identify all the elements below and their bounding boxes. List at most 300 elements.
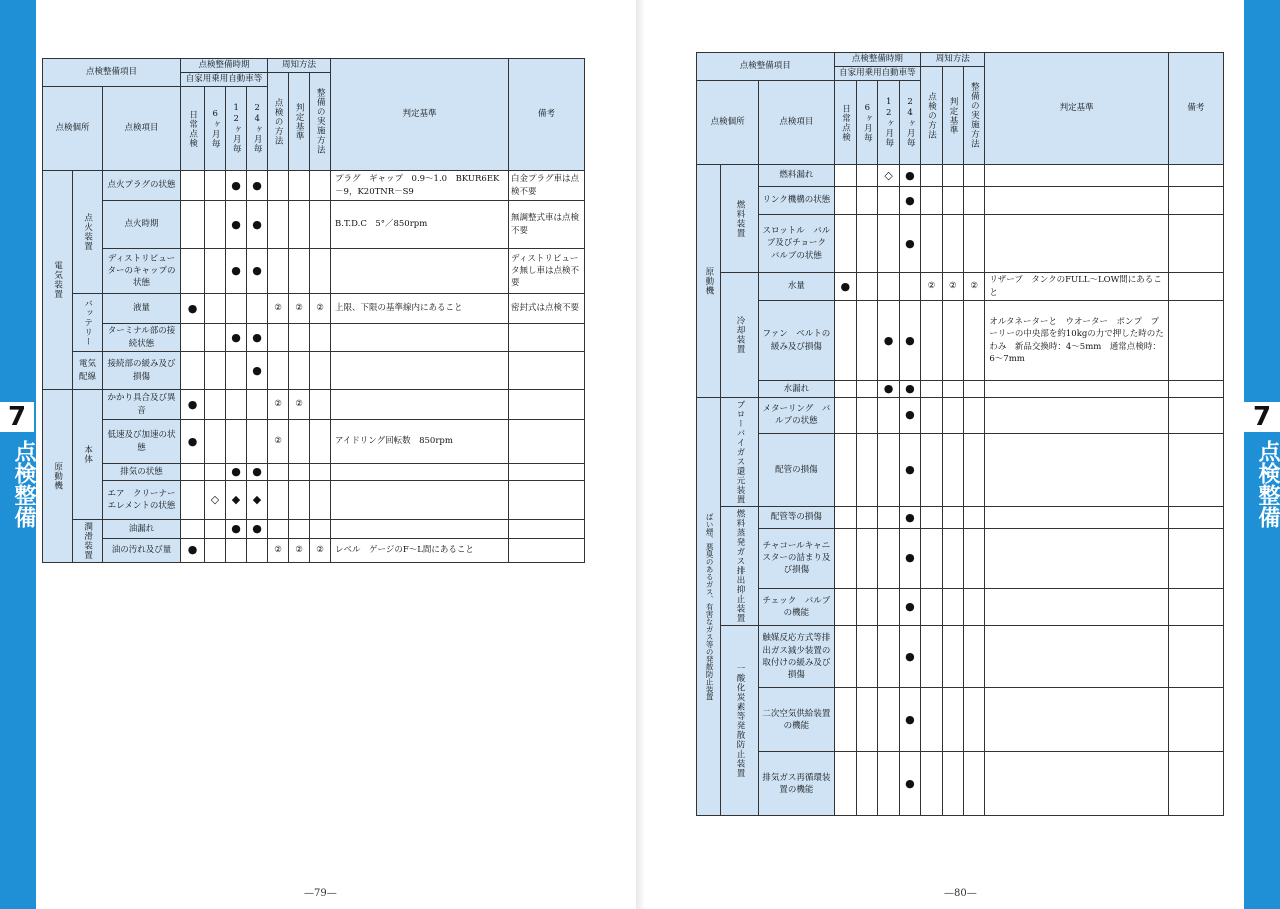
header-location: 点検個所: [697, 81, 759, 165]
daily-mark: [181, 481, 205, 520]
criterion-cell: [985, 433, 1168, 507]
item-cell: 二次空気供給装置の機能: [759, 688, 834, 752]
criterion-mark: [942, 433, 963, 507]
header-service: 整備の実施方法: [963, 67, 984, 165]
daily-mark: [834, 397, 856, 433]
method-mark: ②: [921, 273, 942, 301]
remarks-cell: [509, 390, 585, 420]
daily-mark: [834, 301, 856, 381]
remarks-cell: [1168, 397, 1223, 433]
remarks-cell: [1168, 626, 1223, 688]
criterion-cell: [331, 520, 509, 539]
daily-mark: [834, 507, 856, 528]
service-mark: [963, 187, 984, 215]
m24-mark: ●: [899, 433, 920, 507]
daily-mark: [834, 187, 856, 215]
header-vehicle: 自家用乗用自動車等: [834, 67, 921, 81]
m24-mark: ●: [899, 688, 920, 752]
m12-mark: [878, 528, 899, 588]
remarks-cell: [509, 324, 585, 352]
chapter-title-right: 点検整備: [1255, 440, 1280, 528]
header-period: 点検整備時期: [181, 59, 268, 73]
criterion-mark: [289, 171, 310, 201]
service-mark: [310, 171, 331, 201]
item-cell: ファン ベルトの緩み及び損傷: [759, 301, 834, 381]
daily-mark: [834, 528, 856, 588]
table-row: [697, 752, 1224, 816]
m24-mark: ●: [899, 507, 920, 528]
criterion-cell: [331, 481, 509, 520]
criterion-cell: [985, 507, 1168, 528]
method-mark: [268, 249, 289, 294]
method-mark: [921, 381, 942, 398]
item-cell: メターリング バルブの状態: [759, 397, 834, 433]
header-daily: 日常点検: [181, 87, 205, 171]
header-service: 整備の実施方法: [310, 73, 331, 171]
service-mark: [963, 381, 984, 398]
criterion-mark: [942, 588, 963, 626]
m12-mark: ◆: [226, 481, 247, 520]
header-method-group: 周知方法: [268, 59, 331, 73]
m24-mark: ●: [899, 381, 920, 398]
service-mark: [963, 752, 984, 816]
table-row: [43, 171, 585, 201]
criterion-cell: [985, 588, 1168, 626]
method-mark: [268, 171, 289, 201]
criterion-mark: [942, 187, 963, 215]
header-remarks: 備考: [1168, 53, 1223, 165]
remarks-cell: [1168, 187, 1223, 215]
m12-mark: ●: [226, 520, 247, 539]
m6-mark: [205, 464, 226, 481]
remarks-cell: [1168, 433, 1223, 507]
method-mark: ②: [268, 538, 289, 562]
item-cell: 低速及び加速の状態: [103, 420, 181, 464]
service-mark: [963, 215, 984, 273]
service-mark: [963, 507, 984, 528]
method-mark: [268, 201, 289, 249]
header-judge: 判定基準: [331, 59, 509, 171]
remarks-cell: [1168, 301, 1223, 381]
item-cell: 触媒反応方式等排出ガス減少装置の取付けの緩み及び損傷: [759, 626, 834, 688]
m12-mark: [226, 538, 247, 562]
table-row: [43, 390, 585, 420]
service-mark: ②: [310, 294, 331, 324]
criterion-mark: [289, 201, 310, 249]
m12-mark: [878, 433, 899, 507]
service-mark: [310, 324, 331, 352]
m12-mark: [226, 390, 247, 420]
criterion-mark: [942, 165, 963, 187]
m6-mark: [857, 215, 878, 273]
service-mark: ②: [963, 273, 984, 301]
service-mark: [963, 588, 984, 626]
m24-mark: ●: [899, 165, 920, 187]
remarks-cell: [509, 481, 585, 520]
inspection-table-right: [696, 52, 1224, 816]
m6-mark: [205, 201, 226, 249]
method-mark: [921, 588, 942, 626]
service-mark: [963, 626, 984, 688]
m24-mark: ●: [899, 397, 920, 433]
criterion-cell: [331, 249, 509, 294]
remarks-cell: [1168, 507, 1223, 528]
header-6m: 6ヶ月毎: [205, 87, 226, 171]
criterion-cell: [985, 215, 1168, 273]
m12-mark: [878, 187, 899, 215]
criterion-cell: [985, 688, 1168, 752]
header-24m: 24ヶ月毎: [899, 81, 920, 165]
item-cell: エア クリーナー エレメントの状態: [103, 481, 181, 520]
m12-mark: [226, 420, 247, 464]
m12-mark: ●: [226, 249, 247, 294]
criterion-mark: [942, 528, 963, 588]
daily-mark: ●: [181, 294, 205, 324]
m24-mark: ●: [899, 626, 920, 688]
group-label: 本体: [73, 390, 103, 520]
m6-mark: ◇: [205, 481, 226, 520]
service-mark: [310, 520, 331, 539]
table-row: [697, 626, 1224, 688]
group-label: 燃料蒸発ガス排出抑止装置: [721, 507, 759, 626]
service-mark: [310, 352, 331, 390]
criterion-cell: [331, 464, 509, 481]
group-label: 電気配線: [73, 352, 103, 390]
criterion-mark: [942, 381, 963, 398]
m6-mark: [857, 273, 878, 301]
remarks-cell: [1168, 588, 1223, 626]
m6-mark: [857, 301, 878, 381]
m12-mark: [878, 588, 899, 626]
daily-mark: [181, 249, 205, 294]
daily-mark: [834, 688, 856, 752]
daily-mark: [181, 352, 205, 390]
m24-mark: ●: [899, 528, 920, 588]
method-mark: [268, 324, 289, 352]
group-label: 燃料装置: [721, 165, 759, 273]
criterion-cell: [985, 528, 1168, 588]
remarks-cell: [1168, 165, 1223, 187]
item-cell: 排気ガス再循環装置の機能: [759, 752, 834, 816]
header-method-group: 周知方法: [921, 53, 985, 67]
method-mark: ②: [268, 294, 289, 324]
group-label: ブローバイガス還元装置: [721, 397, 759, 507]
service-mark: [310, 249, 331, 294]
m6-mark: [857, 381, 878, 398]
criterion-mark: [942, 301, 963, 381]
header-6m: 6ヶ月毎: [857, 81, 878, 165]
m6-mark: [857, 752, 878, 816]
remarks-cell: 無調整式車は点検不要: [509, 201, 585, 249]
remarks-cell: [509, 420, 585, 464]
criterion-cell: リザーブ タンクのFULL～LOW間にあること: [985, 273, 1168, 301]
remarks-cell: [509, 464, 585, 481]
method-mark: [268, 352, 289, 390]
criterion-cell: [331, 390, 509, 420]
service-mark: [310, 481, 331, 520]
daily-mark: ●: [181, 420, 205, 464]
criterion-cell: [331, 324, 509, 352]
header-24m: 24ヶ月毎: [247, 87, 268, 171]
m12-mark: ◇: [878, 165, 899, 187]
m6-mark: [205, 171, 226, 201]
m6-mark: [857, 433, 878, 507]
daily-mark: [181, 201, 205, 249]
criterion-cell: B.T.D.C 5°／850rpm: [331, 201, 509, 249]
item-cell: 配管の損傷: [759, 433, 834, 507]
m24-mark: [247, 420, 268, 464]
table-row: [697, 165, 1224, 187]
m6-mark: [857, 528, 878, 588]
group-label: バッテリー: [73, 294, 103, 352]
criterion-cell: [985, 397, 1168, 433]
item-cell: 燃料漏れ: [759, 165, 834, 187]
table-row: [43, 464, 585, 481]
criterion-cell: [985, 381, 1168, 398]
method-mark: [921, 528, 942, 588]
m12-mark: ●: [226, 324, 247, 352]
daily-mark: [181, 464, 205, 481]
header-judge: 判定基準: [985, 53, 1168, 165]
criterion-cell: レベル ゲージのF～L間にあること: [331, 538, 509, 562]
m12-mark: [878, 215, 899, 273]
m6-mark: [205, 352, 226, 390]
item-cell: ディストリビューターのキャップの状態: [103, 249, 181, 294]
m12-mark: [878, 688, 899, 752]
service-mark: [963, 433, 984, 507]
group-label: 原動機: [697, 165, 721, 398]
item-cell: 配管等の損傷: [759, 507, 834, 528]
table-row: [43, 324, 585, 352]
method-mark: [921, 752, 942, 816]
method-mark: [921, 688, 942, 752]
table-row: [697, 433, 1224, 507]
m6-mark: [857, 187, 878, 215]
m24-mark: ●: [899, 752, 920, 816]
item-cell: 水漏れ: [759, 381, 834, 398]
header-12m: 12ヶ月毎: [226, 87, 247, 171]
criterion-mark: [942, 215, 963, 273]
inspection-table-left: [42, 58, 585, 563]
page-number-left: —79—: [304, 888, 337, 899]
m24-mark: ●: [899, 187, 920, 215]
m12-mark: [878, 626, 899, 688]
m6-mark: [857, 626, 878, 688]
item-cell: 接続部の緩み及び損傷: [103, 352, 181, 390]
m6-mark: [205, 324, 226, 352]
daily-mark: [834, 165, 856, 187]
group-label: 潤滑装置: [73, 520, 103, 563]
remarks-cell: [509, 538, 585, 562]
m12-mark: [878, 273, 899, 301]
table-row: [697, 397, 1224, 433]
table-row: [697, 588, 1224, 626]
method-mark: [921, 507, 942, 528]
service-mark: [310, 420, 331, 464]
remarks-cell: ディストリビュータ無し車は点検不要: [509, 249, 585, 294]
m24-mark: ◆: [247, 481, 268, 520]
m6-mark: [857, 165, 878, 187]
daily-mark: ●: [834, 273, 856, 301]
method-mark: [921, 215, 942, 273]
item-cell: 油の汚れ及び量: [103, 538, 181, 562]
service-mark: [963, 301, 984, 381]
remarks-cell: [1168, 688, 1223, 752]
table-row: [697, 688, 1224, 752]
daily-mark: [181, 324, 205, 352]
method-mark: [921, 433, 942, 507]
daily-mark: ●: [181, 390, 205, 420]
criterion-cell: 上限、下限の基準線内にあること: [331, 294, 509, 324]
m6-mark: [205, 249, 226, 294]
daily-mark: [834, 588, 856, 626]
remarks-cell: [509, 352, 585, 390]
criterion-cell: アイドリング回転数 850rpm: [331, 420, 509, 464]
service-mark: [963, 688, 984, 752]
table-row: [697, 507, 1224, 528]
m24-mark: ●: [899, 588, 920, 626]
remarks-cell: [509, 520, 585, 539]
m6-mark: [857, 588, 878, 626]
daily-mark: [834, 752, 856, 816]
daily-mark: [834, 381, 856, 398]
m12-mark: [878, 507, 899, 528]
page-number-right: —80—: [944, 888, 977, 899]
table-row: [43, 294, 585, 324]
criterion-mark: [289, 464, 310, 481]
m12-mark: ●: [226, 464, 247, 481]
m6-mark: [857, 688, 878, 752]
item-cell: 水量: [759, 273, 834, 301]
method-mark: [268, 464, 289, 481]
method-mark: ②: [268, 420, 289, 464]
group-label: 冷却装置: [721, 273, 759, 398]
remarks-cell: 白金プラグ車は点検不要: [509, 171, 585, 201]
method-mark: [268, 520, 289, 539]
item-cell: かかり具合及び異音: [103, 390, 181, 420]
criterion-mark: [289, 520, 310, 539]
criterion-mark: [942, 752, 963, 816]
criterion-mark: ②: [942, 273, 963, 301]
m6-mark: [857, 507, 878, 528]
header-12m: 12ヶ月毎: [878, 81, 899, 165]
m6-mark: [857, 397, 878, 433]
m24-mark: ●: [247, 352, 268, 390]
m24-mark: ●: [247, 520, 268, 539]
m12-mark: ●: [878, 301, 899, 381]
item-cell: チャコールキャニスターの詰まり及び損傷: [759, 528, 834, 588]
table-row: [43, 249, 585, 294]
service-mark: [963, 165, 984, 187]
header-criterion: 判定基準: [289, 73, 310, 171]
m6-mark: [205, 390, 226, 420]
criterion-mark: ②: [289, 538, 310, 562]
group-label: 点火装置: [73, 171, 103, 294]
method-mark: [921, 397, 942, 433]
service-mark: [310, 390, 331, 420]
item-cell: 油漏れ: [103, 520, 181, 539]
m24-mark: ●: [899, 301, 920, 381]
item-cell: 点火プラグの状態: [103, 171, 181, 201]
remarks-cell: [1168, 215, 1223, 273]
criterion-cell: [985, 165, 1168, 187]
item-cell: ターミナル部の接続状態: [103, 324, 181, 352]
criterion-mark: [289, 481, 310, 520]
method-mark: [921, 187, 942, 215]
table-row: [697, 528, 1224, 588]
criterion-mark: [289, 324, 310, 352]
chapter-number-right: 7: [1244, 402, 1280, 432]
table-row: [43, 201, 585, 249]
m6-mark: [205, 538, 226, 562]
table-row: [697, 301, 1224, 381]
method-mark: [268, 481, 289, 520]
header-vehicle: 自家用乗用自動車等: [181, 73, 268, 87]
header-daily: 日常点検: [834, 81, 856, 165]
method-mark: ②: [268, 390, 289, 420]
m6-mark: [205, 520, 226, 539]
header-period: 点検整備時期: [834, 53, 921, 67]
chapter-title-left: 点検整備: [11, 440, 36, 528]
method-mark: [921, 626, 942, 688]
table-row: [43, 538, 585, 562]
criterion-cell: [985, 626, 1168, 688]
table-row: [43, 420, 585, 464]
item-cell: チェック バルブの機能: [759, 588, 834, 626]
method-mark: [921, 301, 942, 381]
criterion-mark: [942, 626, 963, 688]
criterion-cell: [985, 752, 1168, 816]
table-row: [43, 481, 585, 520]
m24-mark: [899, 273, 920, 301]
table-row: [43, 352, 585, 390]
service-mark: [963, 397, 984, 433]
m24-mark: ●: [247, 249, 268, 294]
service-mark: ②: [310, 538, 331, 562]
header-item-group: 点検整備項目: [697, 53, 835, 81]
item-cell: 排気の状態: [103, 464, 181, 481]
group-label: 原動機: [43, 390, 73, 563]
daily-mark: [181, 171, 205, 201]
m24-mark: ●: [247, 464, 268, 481]
criterion-cell: [331, 352, 509, 390]
remarks-cell: 密封式は点検不要: [509, 294, 585, 324]
group-label: ばい煙、悪臭のあるガス、有害なガス等の発散防止装置: [697, 397, 721, 816]
header-item: 点検項目: [759, 81, 834, 165]
criterion-mark: [289, 249, 310, 294]
criterion-cell: プラグ ギャップ 0.9～1.0 BKUR6EK－9，K20TNR－S9: [331, 171, 509, 201]
m24-mark: [247, 538, 268, 562]
m12-mark: ●: [878, 381, 899, 398]
m24-mark: ●: [247, 171, 268, 201]
m12-mark: [226, 352, 247, 390]
m24-mark: [247, 294, 268, 324]
table-row: [697, 215, 1224, 273]
remarks-cell: [1168, 381, 1223, 398]
criterion-mark: [289, 420, 310, 464]
criterion-mark: [942, 507, 963, 528]
header-method: 点検の方法: [268, 73, 289, 171]
criterion-mark: ②: [289, 390, 310, 420]
item-cell: 液量: [103, 294, 181, 324]
group-label: 一酸化炭素等発散防止装置: [721, 626, 759, 816]
m12-mark: [878, 397, 899, 433]
daily-mark: [181, 520, 205, 539]
m6-mark: [205, 294, 226, 324]
chapter-number-left: 7: [0, 402, 34, 432]
m24-mark: [247, 390, 268, 420]
header-item-group: 点検整備項目: [43, 59, 181, 87]
